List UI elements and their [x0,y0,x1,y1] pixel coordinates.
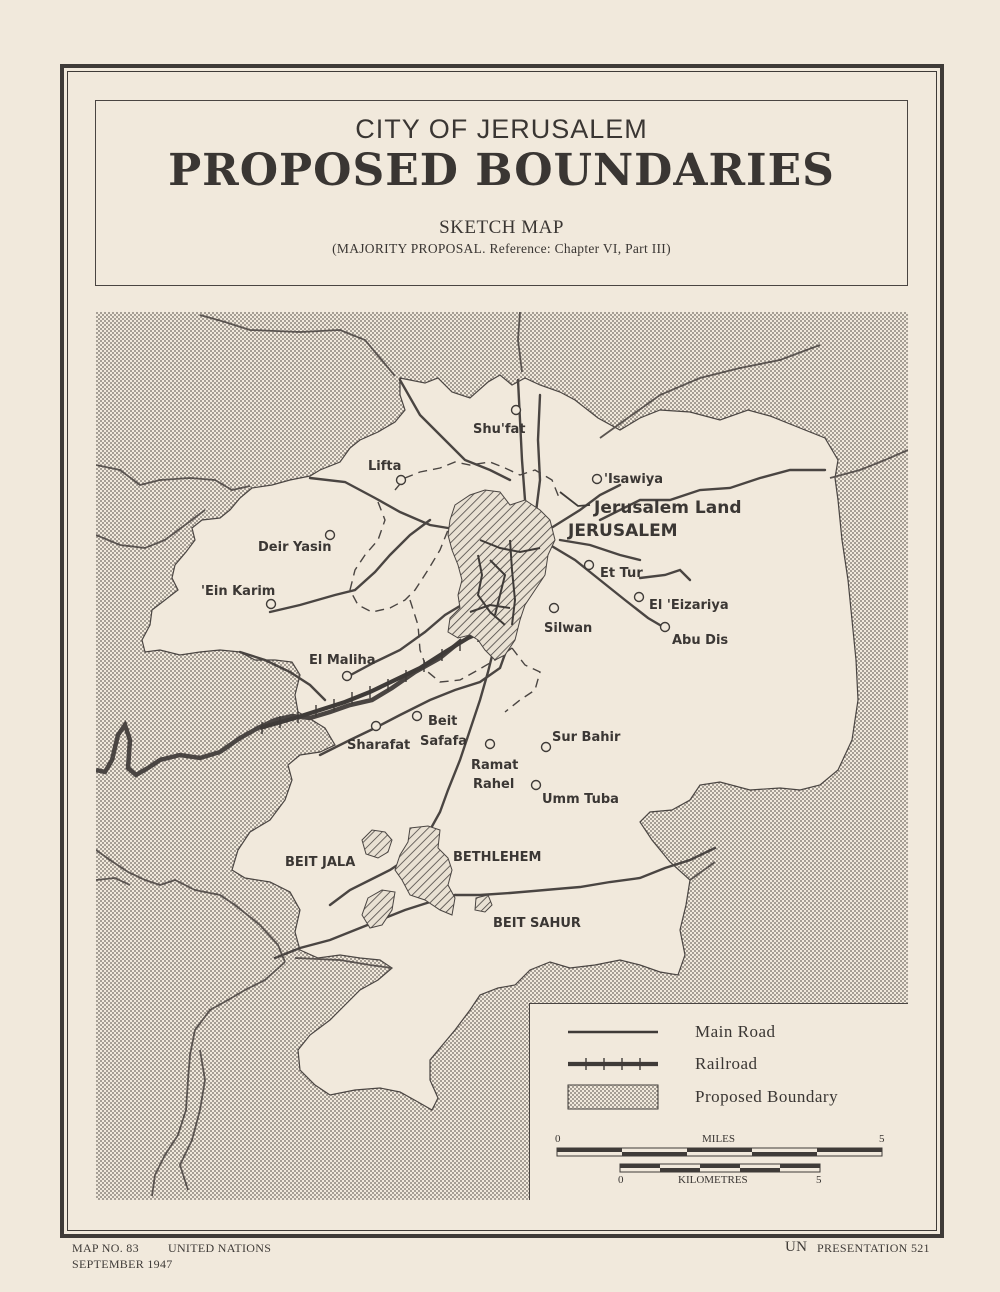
legend-main-road-label: Main Road [695,1022,776,1041]
miles-max-label: 5 [879,1133,885,1145]
label-bethlehem: BETHLEHEM [453,850,542,865]
legend-railroad-label: Railroad [695,1054,758,1073]
title-main: PROPOSED BOUNDARIES [168,145,835,196]
village-marker-beit-safafa [413,712,422,721]
label-jerusalem-land: Jerusalem Land [594,498,742,518]
label-beit-jala: BEIT JALA [285,855,356,870]
km-min-label: 0 [618,1174,624,1186]
village-marker-isawiya [593,475,602,484]
miles-min-label: 0 [555,1133,561,1145]
village-marker-sur-bahir [542,743,551,752]
village-marker-el-eizariya [635,593,644,602]
label-el-maliha: El Maliha [309,653,376,668]
village-marker-et-tur [585,561,594,570]
village-marker-umm-tuba [532,781,541,790]
map-legend [529,1003,908,1200]
label-ein-karim: 'Ein Karim [201,584,276,599]
village-marker-el-maliha [343,672,352,681]
km-label: KILOMETRES [678,1174,748,1186]
label-jerusalem: JERUSALEM [568,521,678,541]
label-sharafat: Sharafat [347,738,411,753]
km-max-label: 5 [816,1174,822,1186]
label-shufat: Shu'fat [473,422,526,437]
legend-boundary-symbol [568,1085,658,1109]
miles-label: MILES [702,1133,735,1145]
label-lifta: Lifta [368,459,402,474]
legend-railroad-symbol [568,1058,658,1070]
label-et-tur: Et Tur [600,566,643,581]
footer-presentation: PRESENTATION 521 [817,1241,930,1255]
km-scale-bar [620,1164,820,1172]
village-marker-ramat-rahel [486,740,495,749]
label-ramat: Ramat [471,758,519,773]
miles-scale-bar [557,1148,882,1156]
village-marker-ein-karim [267,600,276,609]
village-marker-abu-dis [661,623,670,632]
village-marker-deir-yasin [326,531,335,540]
legend-proposed-boundary-label: Proposed Boundary [695,1087,839,1106]
subtitle: SKETCH MAP [439,217,564,238]
label-umm-tuba: Umm Tuba [542,792,619,807]
label-beit-sahur: BEIT SAHUR [493,916,581,931]
footer-organization: UNITED NATIONS [168,1241,272,1255]
village-marker-sharafat [372,722,381,731]
village-marker-shufat [512,406,521,415]
label-silwan: Silwan [544,621,593,636]
label-rahel: Rahel [473,777,515,792]
label-isawiya: 'Isawiya [604,472,664,487]
label-el-eizariya: El 'Eizariya [649,598,729,613]
label-sur-bahir: Sur Bahir [552,730,621,745]
footer-map-number: MAP NO. 83 [72,1241,139,1255]
footer-un-mark: UN [785,1239,808,1255]
village-marker-silwan [550,604,559,613]
label-abu-dis: Abu Dis [672,633,729,648]
village-marker-lifta [397,476,406,485]
reference-note: (MAJORITY PROPOSAL. Reference: Chapter VI, Part III) [332,241,671,256]
title-city: CITY OF JERUSALEM [355,114,648,144]
label-deir-yasin: Deir Yasin [258,540,332,555]
label-safafa: Safafa [420,734,467,749]
title-box [95,100,908,286]
label-beit: Beit [428,714,458,729]
footer-date: SEPTEMBER 1947 [72,1257,173,1271]
